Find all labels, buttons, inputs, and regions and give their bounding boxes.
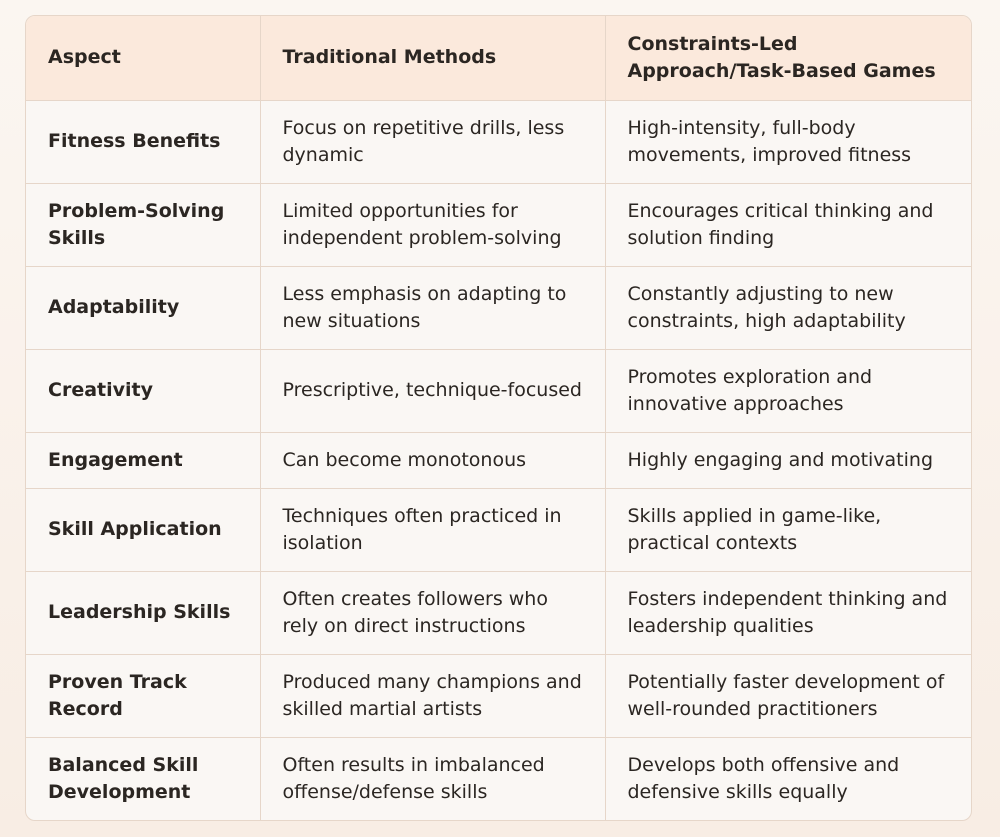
cell-constraints: Promotes exploration and innovative approaches — [605, 349, 971, 432]
cell-aspect: Balanced Skill Development — [26, 737, 260, 820]
cell-constraints: High-intensity, full-body movements, improved fitness — [605, 100, 971, 183]
cell-constraints: Potentially faster development of well-rounded practitioners — [605, 654, 971, 737]
header-constraints-led-approach: Constraints-Led Approach/Task-Based Games — [605, 16, 971, 100]
cell-traditional: Often results in imbalanced offense/defense skills — [260, 737, 605, 820]
cell-traditional: Less emphasis on adapting to new situations — [260, 266, 605, 349]
comparison-table-container — [25, 15, 972, 821]
cell-traditional: Can become monotonous — [260, 432, 605, 488]
table-row — [26, 349, 971, 432]
cell-constraints: Encourages critical thinking and solution finding — [605, 183, 971, 266]
table-row — [26, 432, 971, 488]
table-row — [26, 100, 971, 183]
cell-traditional: Prescriptive, technique-focused — [260, 349, 605, 432]
table-row — [26, 488, 971, 571]
table-body — [26, 100, 971, 820]
cell-constraints: Develops both offensive and defensive skills equally — [605, 737, 971, 820]
cell-aspect: Proven Track Record — [26, 654, 260, 737]
cell-aspect: Skill Application — [26, 488, 260, 571]
header-aspect: Aspect — [26, 16, 260, 100]
cell-traditional: Often creates followers who rely on direct instructions — [260, 571, 605, 654]
comparison-table — [26, 16, 971, 820]
table-row — [26, 571, 971, 654]
table-row — [26, 654, 971, 737]
cell-constraints: Skills applied in game-like, practical contexts — [605, 488, 971, 571]
table-header — [26, 16, 971, 100]
header-traditional-methods: Traditional Methods — [260, 16, 605, 100]
cell-aspect: Fitness Benefits — [48, 130, 221, 152]
cell-aspect: Engagement — [26, 432, 260, 488]
table-row — [26, 183, 971, 266]
cell-aspect: Adaptability — [26, 266, 260, 349]
cell-traditional: Techniques often practiced in isolation — [260, 488, 605, 571]
cell-aspect: Leadership Skills — [26, 571, 260, 654]
cell-aspect: Problem-Solving Skills — [26, 183, 260, 266]
cell-constraints: Fosters independent thinking and leadership qualities — [605, 571, 971, 654]
cell-traditional: Focus on repetitive drills, less dynamic — [260, 100, 605, 183]
cell-traditional: Produced many champions and skilled martial artists — [260, 654, 605, 737]
cell-constraints: Constantly adjusting to new constraints, high adaptability — [605, 266, 971, 349]
cell-constraints: Highly engaging and motivating — [605, 432, 971, 488]
table-row — [26, 266, 971, 349]
cell-traditional: Limited opportunities for independent problem-solving — [260, 183, 605, 266]
header-row — [26, 16, 971, 100]
table-row — [26, 737, 971, 820]
cell-aspect: Creativity — [26, 349, 260, 432]
